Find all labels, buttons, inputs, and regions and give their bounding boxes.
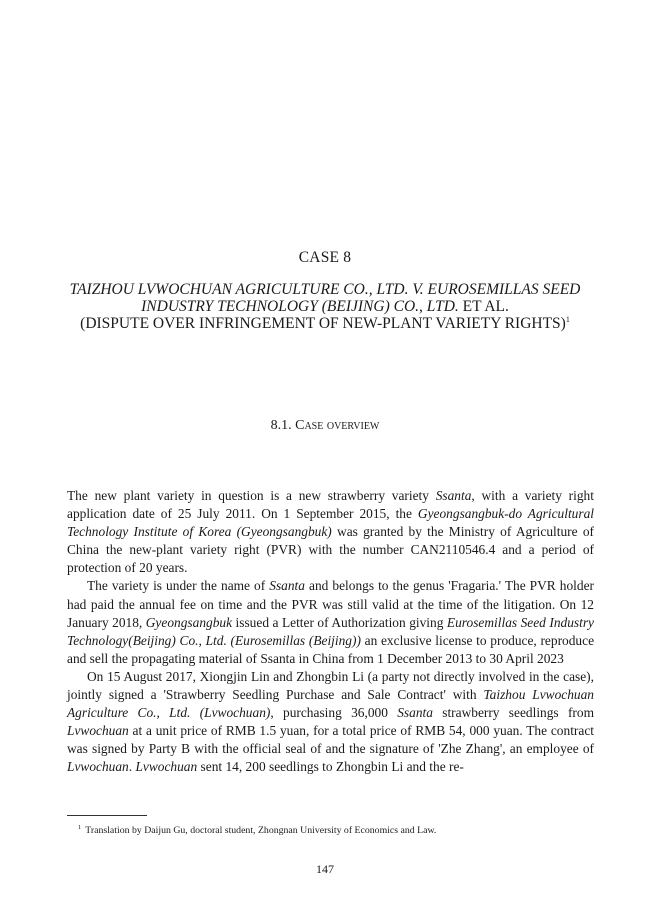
- text-span: On 15 August 2017, Xiongjin Lin and Zhongbin Li (a party not directly involved in the case), jointly signed a 'Strawberry Seedling Purchase and Sale Contract' with: [67, 668, 594, 703]
- text-span: was granted by the Ministry of Agriculture of China the new-plant variety right (PVR) with the number CAN2110546.4 and a period of protection of 20 years.: [67, 524, 594, 576]
- footnote-rule: [67, 815, 147, 816]
- text-span: .: [128, 759, 136, 775]
- footnote: [78, 824, 598, 837]
- text-span: sent 14, 200 seedlings to Zhongbin Li and the re-: [197, 759, 464, 775]
- case-title: [40, 281, 610, 332]
- case-title-line-3: [40, 315, 610, 332]
- italic-span: Lvwochuan: [67, 723, 129, 739]
- italic-span: Lvwochuan: [67, 759, 129, 775]
- section-number: 8.1. C: [270, 418, 305, 433]
- footnote-reference[interactable]: 1: [565, 314, 570, 324]
- text-span: issued a Letter of Authorization giving: [232, 614, 447, 630]
- footnote-text: Translation by Daijun Gu, doctoral student, Zhongnan University of Economics and Law.: [85, 825, 437, 836]
- italic-span: Eurosemillas Seed Industry Technology(Beijing) Co., Ltd. (Eurosemillas (Beijing)): [67, 614, 594, 648]
- text-span: The new plant variety in question is a new strawberry variety: [67, 488, 436, 503]
- italic-span: Gyeongsangbuk-do Agricultural Technology Institute of Korea (Gyeongsangbuk): [67, 506, 594, 540]
- italic-span: Gyeongsangbuk: [145, 614, 233, 630]
- case-title-parties-1: TAIZHOU LVWOCHUAN AGRICULTURE CO., LTD. V. EUROSEMILLAS SEED: [69, 281, 581, 298]
- italic-span: Taizhou Lvwochuan Agriculture Co., Ltd. (Lvwochuan): [67, 687, 594, 721]
- section-heading: [0, 418, 650, 434]
- text-span: and belongs to the genus 'Fragaria.' The PVR holder had paid the annual fee on time and the PVR was still valid at the time of the litigation. On 12 January 2018,: [67, 578, 594, 630]
- section-heading-text: ase overview: [304, 418, 380, 433]
- case-title-et-al: ET AL.: [458, 298, 509, 315]
- text-span: strawberry seedlings from: [432, 705, 594, 721]
- text-span: at a unit price of RMB 1.5 yuan, for a total price of RMB 54, 000 yuan. The contract was signed by Party B with the official seal of and the signature of 'Zhe Zhang', an employee of: [67, 723, 594, 757]
- paragraph-1: [67, 487, 594, 577]
- paragraph-2: [67, 577, 594, 667]
- case-title-parties-2: INDUSTRY TECHNOLOGY (BEIJING) CO., LTD.: [141, 298, 459, 315]
- footnote-marker: 1: [78, 823, 82, 831]
- text-span: The variety is under the name of: [87, 578, 270, 594]
- italic-span: Ssanta: [435, 488, 472, 503]
- text-span: , purchasing 36,000: [270, 705, 398, 721]
- case-number: CASE 8: [298, 249, 352, 266]
- page-number: 147: [316, 862, 334, 876]
- italic-span: Lvwochuan: [135, 759, 198, 775]
- body-text: [67, 487, 594, 777]
- case-title-dispute: (DISPUTE OVER INFRINGEMENT OF NEW-PLANT VARIETY RIGHTS): [80, 315, 566, 332]
- text-span: , with a variety right application date of 25 July 2011. On 1 September 2015, the: [67, 488, 594, 522]
- paragraph-3: [67, 668, 594, 777]
- italic-span: Ssanta: [397, 705, 433, 721]
- text-span: an exclusive license to produce, reproduce and sell the propagating material of Ssanta in China from 1 December 2013 to 30 April 2023: [67, 632, 595, 666]
- italic-span: Ssanta: [269, 578, 305, 594]
- case-title-line-2: [40, 298, 610, 315]
- case-title-line-1: [40, 281, 610, 298]
